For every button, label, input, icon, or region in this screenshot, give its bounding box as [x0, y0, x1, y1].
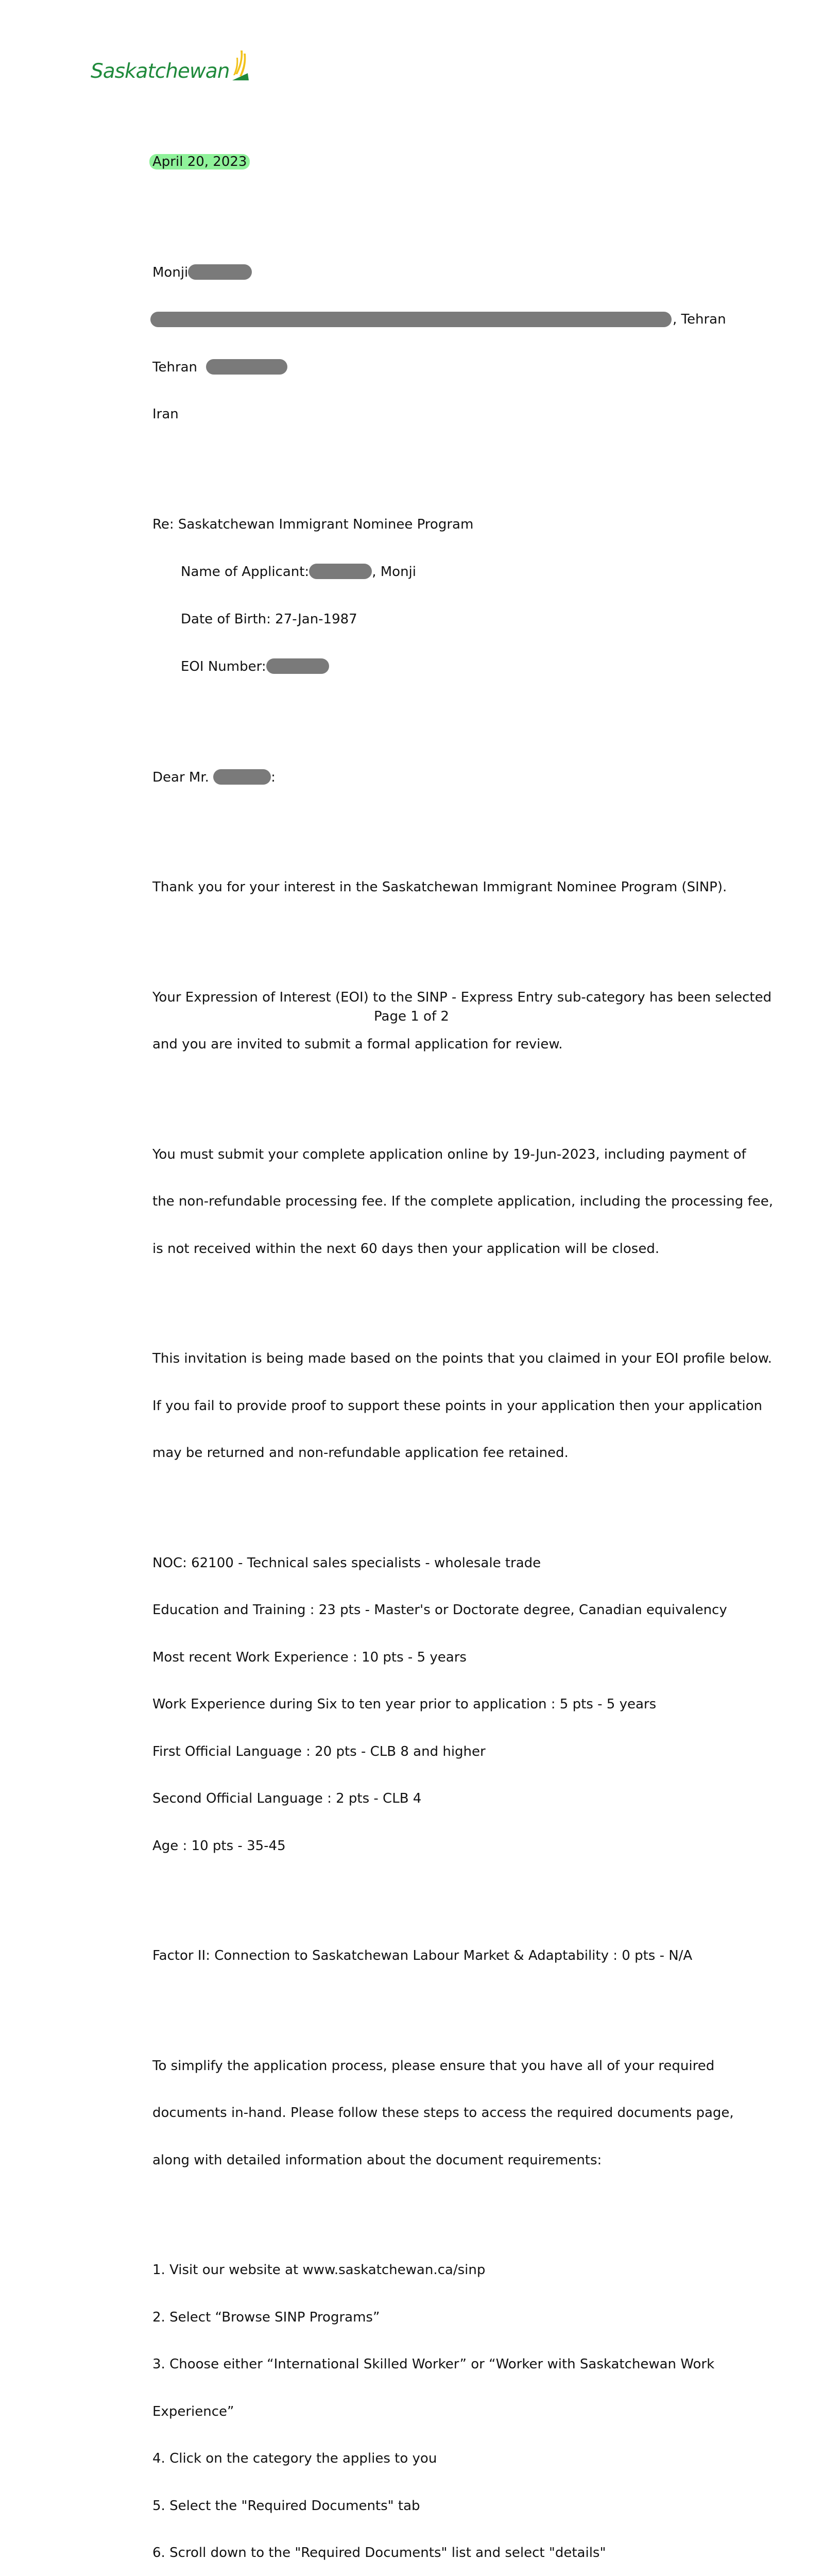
paragraph-selected-line: and you are invited to submit a formal application for review. [152, 1037, 563, 1052]
logo-wordmark: Saskatchewan [91, 60, 230, 83]
step-item: 4. Click on the category the applies to you [152, 2451, 437, 2466]
redaction-block [206, 359, 287, 375]
points-item: NOC: 62100 - Technical sales specialists - wholesale trade [152, 1555, 541, 1571]
letter-body [152, 123, 773, 2576]
paragraph-simplify-line: documents in-hand. Please follow these steps to access the required documents page, [152, 2105, 734, 2121]
redaction-block [213, 769, 271, 785]
paragraph-points-line: may be returned and non-refundable application fee retained. [152, 1445, 569, 1461]
step-item: 1. Visit our website at www.saskatchewan.ca/sinp [152, 2262, 486, 2278]
paragraph-selected-line: Your Expression of Interest (EOI) to the SINP - Express Entry sub-category has been selected [152, 989, 772, 1005]
points-item: First Official Language : 20 pts - CLB 8 and higher [152, 1743, 486, 1759]
recipient-country: Iran [152, 406, 179, 422]
page-number: Page 1 of 2 [374, 1009, 449, 1024]
recipient-city-line [152, 359, 770, 376]
eoi-label: EOI Number: [181, 659, 266, 674]
paragraph-deadline-line: the non-refundable processing fee. If the complete application, including the processing fee, [152, 1194, 773, 1209]
paragraph-points-line: If you fail to provide proof to support these points in your application then your application [152, 1398, 763, 1414]
re-line: Re: Saskatchewan Immigrant Nominee Program [152, 516, 474, 532]
paragraph-simplify-line: To simplify the application process, please ensure that you have all of your required [152, 2058, 715, 2074]
step-item: Experience” [152, 2403, 234, 2419]
paragraph-deadline-line: You must submit your complete application online by 19-Jun-2023, including payment of [152, 1146, 746, 1162]
redaction-block [266, 658, 329, 674]
applicant-name-line [152, 564, 770, 580]
points-item: Education and Training : 23 pts - Master's or Doctorate degree, Canadian equivalency [152, 1602, 727, 1618]
points-item: Age : 10 pts - 35-45 [152, 1838, 286, 1854]
recipient-city: Tehran [152, 359, 198, 375]
address-city: , Tehran [673, 312, 726, 327]
recipient-address-line [152, 312, 770, 328]
step-item: 6. Scroll down to the "Required Documents" list and select "details" [152, 2545, 606, 2561]
recipient-name [152, 264, 770, 281]
step-item: 2. Select “Browse SINP Programs” [152, 2309, 380, 2325]
date-highlight: April 20, 2023 [149, 154, 250, 170]
points-item: Second Official Language : 2 pts - CLB 4 [152, 1791, 422, 1806]
points-item: Most recent Work Experience : 10 pts - 5 years [152, 1649, 467, 1665]
redaction-block [309, 564, 372, 579]
salutation-suffix: : [271, 769, 276, 785]
paragraph-thanks: Thank you for your interest in the Saskatchewan Immigrant Nominee Program (SINP). [152, 879, 727, 895]
saskatchewan-logo [91, 48, 250, 81]
step-item: 3. Choose either “International Skilled Worker” or “Worker with Saskatchewan Work [152, 2357, 715, 2372]
letter-date [152, 154, 770, 170]
applicant-label: Name of Applicant: [181, 564, 310, 580]
points-item: Work Experience during Six to ten year prior to application : 5 pts - 5 years [152, 1697, 657, 1712]
factor-two-line: Factor II: Connection to Saskatchewan Labour Market & Adaptability : 0 pts - N/A [152, 1948, 693, 1963]
wheat-icon [230, 48, 250, 81]
salutation [152, 769, 770, 786]
redaction-block [150, 312, 672, 327]
step-item: 5. Select the "Required Documents" tab [152, 2498, 420, 2514]
redaction-block [188, 264, 252, 280]
dob-line: Date of Birth: 27-Jan-1987 [181, 611, 357, 627]
paragraph-deadline-line: is not received within the next 60 days then your application will be closed. [152, 1241, 660, 1257]
paragraph-points-line: This invitation is being made based on the points that you claimed in your EOI profile below. [152, 1351, 772, 1366]
applicant-first-name: , Monji [372, 564, 416, 580]
salutation-prefix: Dear Mr. [152, 769, 214, 785]
eoi-number-line [152, 658, 770, 675]
paragraph-simplify-line: along with detailed information about the document requirements: [152, 2152, 602, 2168]
recipient-first-name: Monji [152, 264, 188, 280]
